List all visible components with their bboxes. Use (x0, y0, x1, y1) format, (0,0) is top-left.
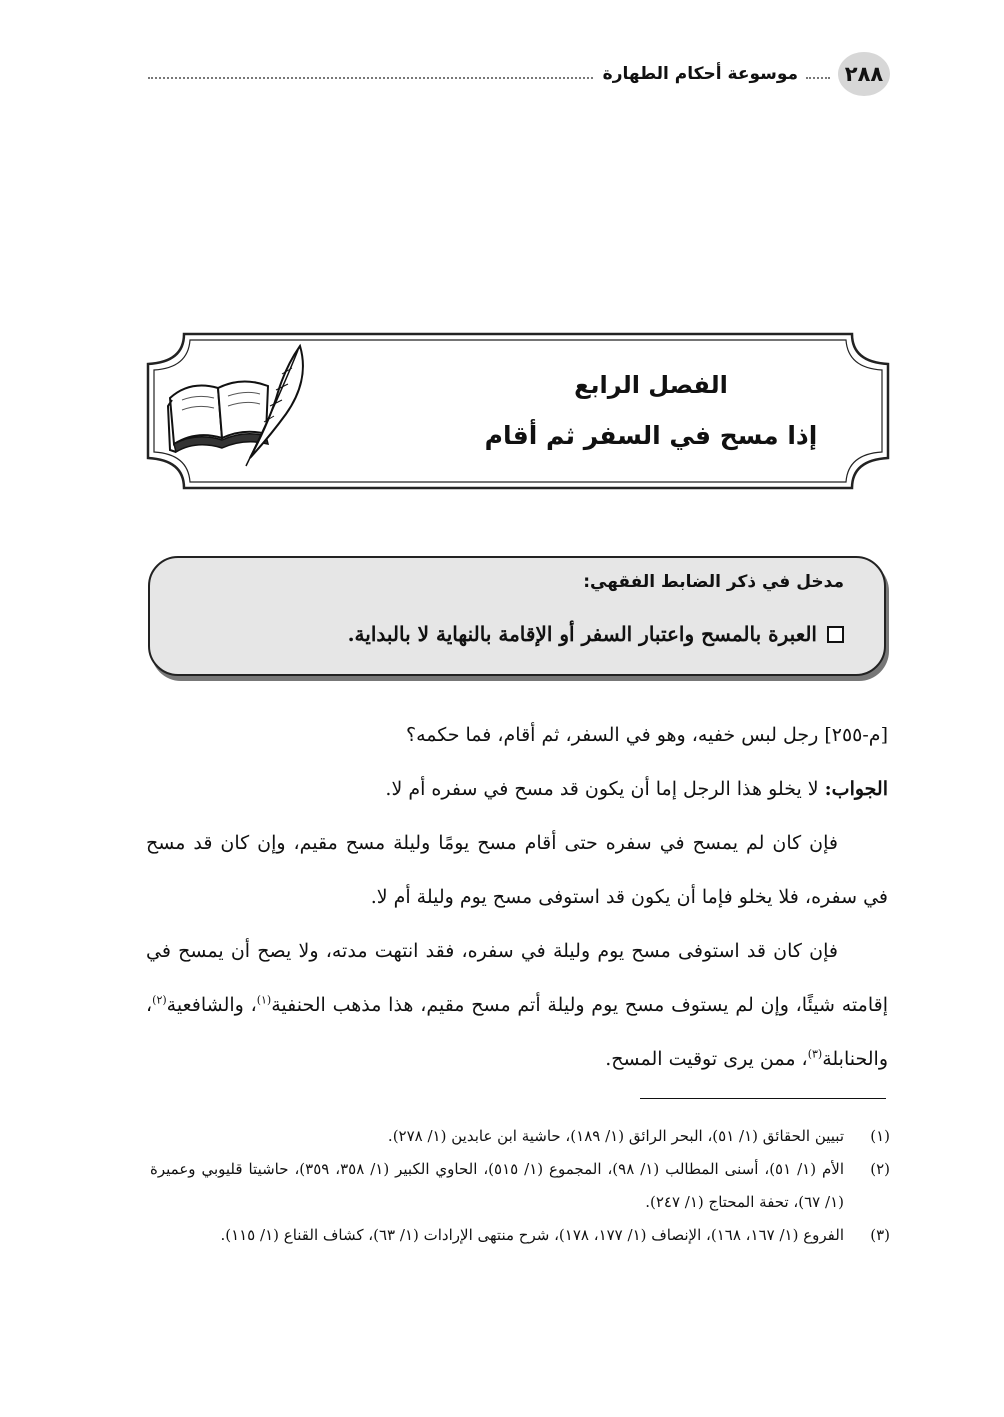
footnotes (150, 1120, 890, 1252)
page-number: ٢٨٨ (838, 52, 890, 96)
footnote-ref-3: (٣) (807, 1047, 823, 1061)
header-dots-left (148, 77, 593, 79)
book-title: موسوعة أحكام الطهارة (602, 64, 798, 84)
open-book-quill-icon (160, 340, 310, 472)
chapter-title-frame (146, 332, 890, 490)
paragraph-2 (146, 924, 888, 1086)
footnote-1 (150, 1120, 890, 1153)
page-header (148, 52, 890, 96)
footnote-number: (٢) (870, 1160, 890, 1178)
checkbox-icon (827, 626, 844, 643)
answer-label: الجواب: (824, 778, 888, 800)
footnote-ref-2: (٢) (152, 993, 167, 1007)
footnote-number: (٣) (870, 1226, 890, 1244)
footnote-2 (150, 1153, 890, 1219)
main-text (146, 708, 888, 1086)
paragraph-2-sep-2: ، والحنابلة (146, 994, 888, 1070)
footnote-divider (640, 1098, 886, 1099)
header-dots-right (806, 77, 830, 79)
rule-text: العبرة بالمسح واعتبار السفر أو الإقامة بالنهاية لا بالبداية. (347, 622, 817, 646)
answer-text: لا يخلو هذا الرجل إما أن يكون قد مسح في سفره أم لا. (385, 778, 825, 800)
footnote-text: تبيين الحقائق (١/ ٥١)، البحر الرائق (١/ ١٨٩)، حاشية ابن عابدين (١/ ٢٧٨). (387, 1127, 844, 1145)
question-paragraph: [م-٢٥٥] رجل لبس خفيه، وهو في السفر، ثم أقام، فما حكمه؟ (405, 724, 888, 746)
footnote-number: (١) (870, 1127, 890, 1145)
chapter-title: إذا مسح في السفر ثم أقام (484, 421, 818, 450)
rule-statement (348, 622, 844, 646)
paragraph-2-sep-1: ، والشافعية (166, 994, 257, 1016)
footnote-3 (150, 1219, 890, 1252)
footnote-text: الأم (١/ ٥١)، أسنى المطالب (١/ ٩٨)، المجموع (١/ ٥١٥)، الحاوي الكبير (١/ ٣٥٨، ٣٥٩)، حاشيتا قليوبي وعميرة (١/ ٦٧)، تحفة المحتاج (١/ ٢٤٧). (150, 1160, 845, 1211)
rule-heading: مدخل في ذكر الضابط الفقهي: (583, 572, 844, 592)
answer-paragraph (146, 762, 888, 816)
paragraph-1: فإن كان لم يمسح في سفره حتى أقام مسح يومًا وليلة مسح مقيم، وإن كان قد مسح في سفره، فلا يخلو فإما أن يكون قد استوفى مسح يوم وليلة أم لا. (146, 832, 888, 908)
footnote-ref-1: (١) (256, 993, 272, 1007)
chapter-heading (426, 360, 876, 462)
paragraph-2-start: فإن كان قد استوفى مسح يوم وليلة في سفره، فقد انتهت مدته، ولا يصح أن يمسح في إقامته شيئًا، وإن لم يستوف مسح يوم وليلة أتم مسح مقيم، هذا مذهب الحنفية (146, 940, 888, 1016)
footnote-text: الفروع (١/ ١٦٧، ١٦٨)، الإنصاف (١/ ١٧٧، ١٧٨)، شرح منتهى الإرادات (١/ ٦٣)، كشاف القناع (١/ ١١٥). (220, 1226, 844, 1244)
chapter-label: الفصل الرابع (574, 371, 728, 399)
fiqh-rule-box (148, 556, 886, 676)
paragraph-2-end: ، ممن يرى توقيت المسح. (605, 1048, 808, 1070)
